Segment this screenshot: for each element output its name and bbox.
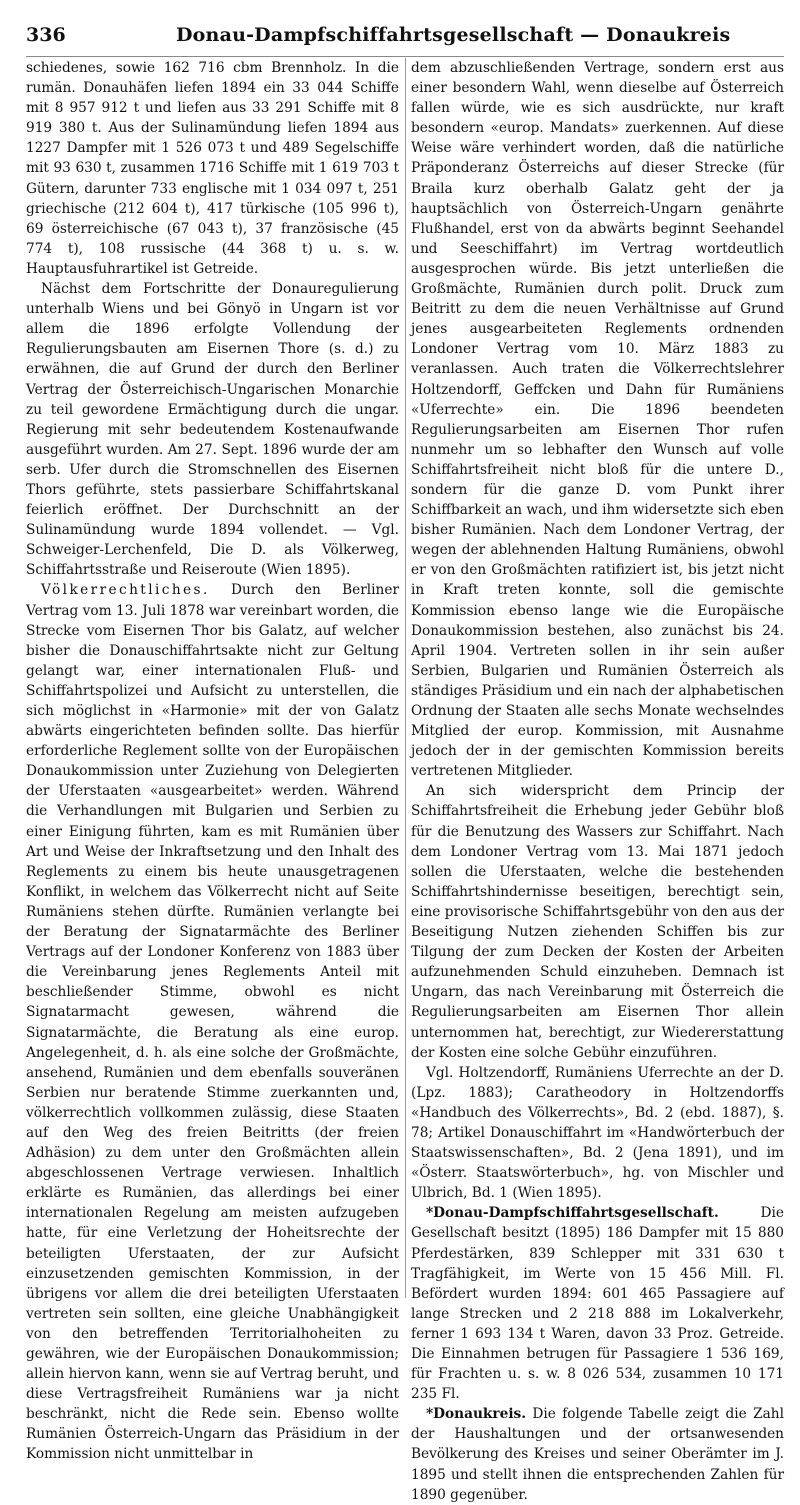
entry-headword: *Donaukreis. bbox=[426, 1406, 527, 1423]
paragraph-lead: Nächst dem Fortschritte der Donauregulierung bbox=[41, 281, 399, 298]
dictionary-page bbox=[26, 16, 784, 1503]
paragraph-shipping-fees: An sich widerspricht dem Princip der Schiffahrtsfreiheit die Erhebung jeder Gebühr bloß für die Benutzung des Wassers zur Schiffahrt. Nach dem Londoner Vertrag vom 13. Mai 1871 jedoch sollen die Uferstaaten, welche die bestehenden Schiffahrtshindernisse beseitigen, berechtigt sein, eine provisorische Schiffahrtsgebühr von den aus der Beseitigung Nutzen ziehenden Schiffen bis zur Tilgung der zum Decken der Kosten der Arbeiten aufzunehmenden Schuld einzuheben. Demnach ist Ungarn, das nach Vereinbarung mit Österreich die Regulierungsarbeiten am Eisernen Thor allein unternommen hat, berechtigt, zur Wiedererstattung der Kosten eine solche Gebühr einzuführen. bbox=[411, 783, 784, 1061]
paragraph-body: Durch den Berliner Vertrag vom 13. Juli 1878 war vereinbart worden, die Strecke vom Eisernen Thor bis Galatz, auf welcher bisher die Donauschiffahrtsakte nicht zur Geltung gelangt war, einer internationalen Fluß- und Schiffahrtspolizei und Aufsicht zu unterstellen, die sich möglichst in «Harmonie» mit der von Galatz abwärts eingerichteten befinden sollte. Das hierfür erforderliche Reglement sollte von der Europäischen Donaukommission unter Zuziehung von Delegierten der Uferstaaten «ausgearbeitet» werden. Während die Verhandlungen mit Bulgarien und Serbien zu einer Einigung führten, kam es mit Rumänien über Art und Weise der Inkraftsetzung und den Inhalt des Reglements zu einem bis heute unausgetragenen Konflikt, in welchem das Völkerrecht nicht auf Seite Rumäniens stehen dürfte. Rumänien verlangte bei der Beratung der Signatarmächte des Berliner Vertrags auf der Londoner Konferenz von 1883 über die Vereinbarung jenes Reglements Anteil mit beschließender Stimme, obwohl es nicht Signatarmacht gewesen, während die Signatarmächte, die Beratung als eine europ. Angelegenheit, d. h. als eine solche der Großmächte, ansehend, Rumänien und dem ebenfalls souveränen Serbien nur beratende Stimme zuerkannten und, völkerrechtlich vollkommen zulässig, diese Staaten auf den Weg des freien Beitritts (der freien Adhäsion) zu dem unter den Großmächten allein abgeschlossenen Vertrage verwiesen. Inhaltlich erklärte es Rumänien, das allerdings bei einer internationalen Regelung am meisten aufzugeben hatte, für eine Verletzung der Hoheitsrechte der beteiligten Uferstaaten, der zur Aufsicht einzusetzenden gemischten Kommission, in der übrigens vor allem die drei beteiligten Uferstaaten vertreten sein sollten, eine gleiche Unabhängigkeit von den betreffenden Territorialhoheiten zu gewähren, wie der Europäischen Donaukommission; allein hiervon kann, wenn sie auf Vertrag beruht, und diese Vertragsfreiheit Rumäniens war ja nicht beschränkt, nicht die Rede sein. Ebenso wollte Rumänien Österreich-Ungarn das Präsidium in der Kommission nicht unmittelbar in bbox=[26, 582, 399, 1463]
paragraph-continued: schiedenes, sowie 162 716 cbm Brennholz. In die rumän. Donauhäfen liefen 1894 ein 33 044 Schiffe mit 8 957 912 t und liefen aus 33 291 Schiffe mit 8 919 380 t. Aus der Sulinamündung liefen 1894 aus 1227 Dampfer mit 1 526 073 t und 489 Segelschiffe mit 93 630 t, zusammen 1716 Schiffe mit 1 619 703 t Gütern, darunter 733 englische mit 1 034 097 t, 251 griechische (212 604 t), 417 türkische (105 996 t), 69 österreichische (67 043 t), 37 französische (45 774 t), 108 russische (44 368 t) u. s. w. Hauptausfuhrartikel ist Getreide. bbox=[26, 60, 399, 277]
paragraph-body: unterhalb Wiens und bei Gönyö in Ungarn ist vor allem die 1896 erfolgte Vollendung der Regulierungsbauten am Eisernen Thore (s. d.) zu erwähnen, die auf Grund der durch den Berliner Vertrag der Österreichisch-Ungarischen Monarchie zu teil gewordene Ermächtigung durch die ungar. Regierung mit sehr bedeutendem Kostenaufwande ausgeführt wurden. Am 27. Sept. 1896 wurde der am serb. Ufer durch die Stromschnellen des Eisernen Thors geführte, stets passierbare Schiffahrtskanal feierlich eröffnet. Der Durchschnitt an der Sulinamündung wurde 1894 vollendet. — Vgl. Schweiger-Lerchenfeld, Die D. als Völkerweg, Schiffahrtsstraße und Reiseroute (Wien 1895). bbox=[26, 301, 399, 579]
running-head: Donau-Dampfschiffahrtsgesellschaft — Donaukreis bbox=[176, 24, 731, 46]
entry-body: Die Gesellschaft besitzt (1895) 186 Dampfer mit 15 880 Pferdestärken, 839 Schlepper mit 331 630 t Tragfähigkeit, im Werte von 15 456 Mill. Fl. Befördert wurden 1894: 601 465 Passagiere auf lange Strecken und 2 218 888 im Lokalverkehr, ferner 1 693 134 t Waren, davon 33 Proz. Getreide. Die Einnahmen betrugen für Passagiere 1 536 169, für Frachten u. s. w. 8 026 534, zusammen 10 171 235 Fl. bbox=[411, 1205, 784, 1403]
left-column bbox=[26, 58, 399, 1463]
page-number: 336 bbox=[26, 24, 66, 46]
page-header bbox=[26, 16, 784, 57]
text-columns bbox=[26, 58, 784, 1503]
paragraph-bibliography: Vgl. Holtzendorff, Rumäniens Uferrechte an der D. (Lpz. 1883); Caratheodory in Holtzendorffs «Handbuch des Völkerrechts», Bd. 2 (ebd. 1887), §. 78; Artikel Donauschiffahrt im «Handwörterbuch der Staatswissenschaften», Bd. 2 (Jena 1891), und im «Österr. Staatswörterbuch», hg. von Mischler und Ulbrich, Bd. 1 (Wien 1895). bbox=[411, 1064, 784, 1202]
right-column bbox=[411, 58, 784, 1503]
paragraph-continued: dem abzuschließenden Vertrage, sondern erst aus einer besondern Wahl, wenn dieselbe auf Österreich fallen würde, wie es sich ausdrückte, nur kraft besondern «europ. Mandats» zuerkennen. Auf diese Weise wäre verhindert worden, daß die natürliche Präponderanz Österreichs auf dieser Strecke (für Braila kurz oberhalb Galatz geht der ja hauptsächlich von Österreich-Ungarn genährte Flußhandel, erst von da abwärts beginnt Seehandel und Seeschiffahrt) im Vertrag wortdeutlich ausgesprochen würde. Bis jetzt unterließen die Großmächte, Rumänien durch polit. Druck zum Beitritt zu dem die neuen Verhältnisse auf Grund jenes ausgearbeiteten Reglements ordnenden Londoner Vertrag vom 10. März 1883 zu veranlassen. Auch traten die Völkerrechtslehrer Holtzendorff, Geffcken und Dahn für Rumäniens «Uferrechte» ein. Die 1896 beendeten Regulierungsarbeiten am Eisernen Thor rufen nunmehr um so lebhafter den Wunsch auf volle Schiffahrtsfreiheit nicht bloß für die untere D., sondern für die ganze D. vom Punkt ihrer Schiffbarkeit an wach, und ihm widersetzte sich eben bisher Rumänien. Nach dem Londoner Vertrag, der wegen der ablehnenden Haltung Rumäniens, obwohl er von den Großmächten ratifiziert ist, bis jetzt nicht in Kraft treten konnte, soll die gemischte Kommission ebenso lange wie die Europäische Donaukommission bestehen, also zunächst bis 24. April 1904. Vertreten sollen in ihr sein außer Serbien, Bulgarien und Rumänien Österreich als ständiges Präsidium und ein nach der alphabetischen Ordnung der Staaten alle sechs Monate wechselndes Mitglied der europ. Kommission, mit Ausnahme jedoch der in der gemischten Kommission bereits vertretenen Mitglieder. bbox=[411, 60, 784, 780]
entry-donau-dampfschiffahrtsgesellschaft bbox=[411, 1203, 784, 1404]
entry-donaukreis bbox=[411, 1404, 784, 1504]
entry-body: Die folgende Tabelle zeigt die Zahl der Haushaltungen und der ortsanwesenden Bevölkerung des Kreises und seiner Oberämter im J. 1895 und stellt ihnen die entsprechenden Zahlen für 1890 gegenüber. bbox=[411, 1406, 784, 1503]
column-divider bbox=[405, 58, 406, 1298]
paragraph-international-law bbox=[26, 580, 399, 1464]
paragraph-regulation bbox=[26, 279, 399, 580]
section-heading: Völkerrechtliches. bbox=[41, 582, 210, 599]
entry-headword: *Donau-Dampfschiffahrtsgesellschaft. bbox=[426, 1205, 719, 1222]
